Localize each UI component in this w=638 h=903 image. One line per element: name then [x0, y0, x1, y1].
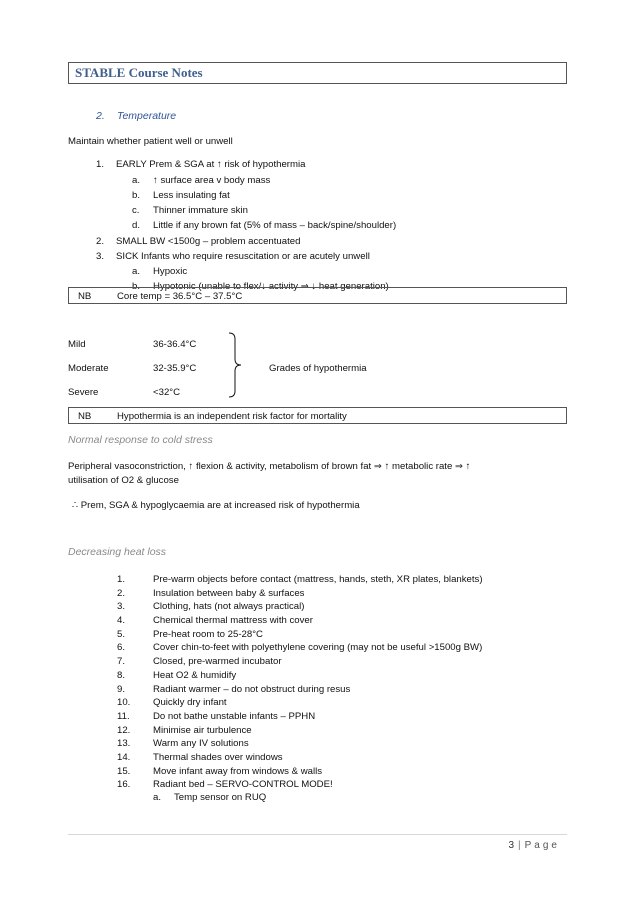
list-item-number: 6. [117, 642, 126, 654]
nb-label: NB [78, 291, 92, 302]
list-item-number: 9. [117, 683, 126, 695]
sub-item-letter: c. [132, 205, 140, 216]
list-item-text: Cover chin-to-feet with polyethylene covering (may not be useful >1500g BW) [153, 642, 483, 654]
list-item-text: Minimise air turbulence [153, 724, 252, 736]
sub-item-letter: b. [132, 281, 141, 292]
list-item-text: Quickly dry infant [153, 697, 227, 709]
list-item-text: Do not bathe unstable infants – PPHN [153, 710, 316, 722]
sub-item: ↑ surface area v body mass [153, 175, 271, 186]
list-item-text: Pre-warm objects before contact (mattress, hands, steth, XR plates, blankets) [153, 574, 483, 585]
list-item [117, 683, 351, 697]
grades-label: Grades of hypothermia [269, 363, 367, 374]
list-item [117, 600, 305, 614]
list-item [117, 696, 227, 710]
footer-separator: | [518, 840, 521, 851]
nb-text: Hypothermia is an independent risk factor for mortality [117, 411, 347, 422]
document-title: STABLE Course Notes [75, 65, 203, 80]
grade-name: Mild [68, 339, 86, 350]
list-item [117, 724, 252, 738]
list-item: SICK Infants who require resuscitation or are acutely unwell [116, 251, 370, 262]
nb-label: NB [78, 411, 92, 422]
list-item-text: Insulation between baby & surfaces [153, 587, 305, 599]
list-item-number: 5. [117, 628, 126, 640]
list-item-text: Clothing, hats (not always practical) [153, 601, 305, 613]
list-item-number: 2. [117, 587, 126, 599]
list-item [117, 655, 282, 669]
list-item [117, 573, 483, 587]
list-item-number: 1. [96, 159, 105, 170]
cold-stress-heading: Normal response to cold stress [68, 434, 213, 446]
list-item-number: 15. [117, 765, 131, 777]
sub-item-letter: d. [132, 220, 141, 231]
sub-item: Temp sensor on RUQ [174, 792, 267, 803]
list-item-number: 8. [117, 669, 126, 681]
list-item-number: 1. [117, 574, 126, 585]
nb-text: Core temp = 36.5°C – 37.5°C [117, 291, 243, 302]
sub-item: Less insulating fat [153, 190, 230, 201]
list-item-number: 2. [96, 236, 105, 247]
cold-stress-line: utilisation of O2 & glucose [68, 475, 179, 486]
sub-item-letter: a. [132, 266, 141, 277]
list-item [117, 614, 313, 628]
grade-range: 36-36.4°C [153, 339, 197, 350]
list-item-text: Move infant away from windows & walls [153, 765, 323, 777]
list-item-number: 13. [117, 738, 131, 750]
list-item-text: Thermal shades over windows [153, 751, 283, 763]
right-brace-icon [226, 332, 244, 398]
list-item-number: 10. [117, 697, 131, 709]
list-item-text: Radiant warmer – do not obstruct during resus [153, 683, 351, 695]
list-item-number: 16. [117, 779, 131, 791]
list-item-text: Radiant bed – SERVO-CONTROL MODE! [153, 779, 333, 791]
list-item-number: 12. [117, 724, 131, 736]
list-item: EARLY Prem & SGA at ↑ risk of hypothermia [116, 159, 306, 170]
list-item-number: 4. [117, 615, 126, 627]
list-item [117, 765, 323, 779]
list-item-number: 3. [117, 601, 126, 613]
sub-item: Thinner immature skin [153, 205, 248, 216]
sub-item: Little if any brown fat (5% of mass – back/spine/shoulder) [153, 220, 397, 231]
header-box [68, 62, 567, 84]
list-item-text: Pre-heat room to 25-28°C [153, 628, 263, 640]
heat-loss-heading: Decreasing heat loss [68, 546, 167, 558]
nb-box-core-temp [68, 287, 567, 304]
page-number: 3 [508, 840, 515, 851]
page-word: Page [524, 840, 560, 851]
list-item [117, 669, 237, 683]
page-footer [508, 840, 560, 851]
sub-item-letter: a. [153, 792, 162, 803]
section-number: 2. [96, 110, 105, 122]
grade-name: Moderate [68, 363, 109, 374]
list-item-text: Chemical thermal mattress with cover [153, 615, 313, 627]
list-item [117, 710, 316, 724]
footer-rule [68, 834, 567, 835]
list-item: SMALL BW <1500g – problem accentuated [116, 236, 301, 247]
sub-item: Hypotonic (unable to flex/↓ activity ⇒ ↓ heat generation) [153, 281, 389, 292]
sub-item-letter: b. [132, 190, 141, 201]
list-item [117, 587, 305, 601]
grade-range: <32°C [153, 387, 181, 398]
list-item-number: 3. [96, 251, 105, 262]
section-title: Temperature [117, 110, 177, 122]
list-item-number: 7. [117, 656, 126, 668]
list-item-text: Warm any IV solutions [153, 738, 249, 750]
cold-stress-line: Peripheral vasoconstriction, ↑ flexion & activity, metabolism of brown fat ⇒ ↑ metabolic rate ⇒ ↑ [68, 461, 471, 472]
list-item-number: 11. [117, 710, 130, 722]
intro-text: Maintain whether patient well or unwell [68, 136, 233, 147]
list-item-text: Closed, pre-warmed incubator [153, 656, 282, 668]
grade-name: Severe [68, 387, 99, 398]
list-item [117, 628, 263, 642]
list-item [117, 778, 333, 792]
list-item [117, 737, 249, 751]
list-item-number: 14. [117, 751, 131, 763]
heat-loss-list [117, 573, 483, 792]
list-item [117, 641, 483, 655]
list-item [117, 751, 283, 765]
cold-stress-conclusion: ∴ Prem, SGA & hypoglycaemia are at increased risk of hypothermia [72, 500, 360, 511]
sub-item-letter: a. [132, 175, 141, 186]
sub-item: Hypoxic [153, 266, 188, 277]
grade-range: 32-35.9°C [153, 363, 197, 374]
nb-box-mortality [68, 407, 567, 424]
list-item-text: Heat O2 & humidify [153, 669, 237, 681]
